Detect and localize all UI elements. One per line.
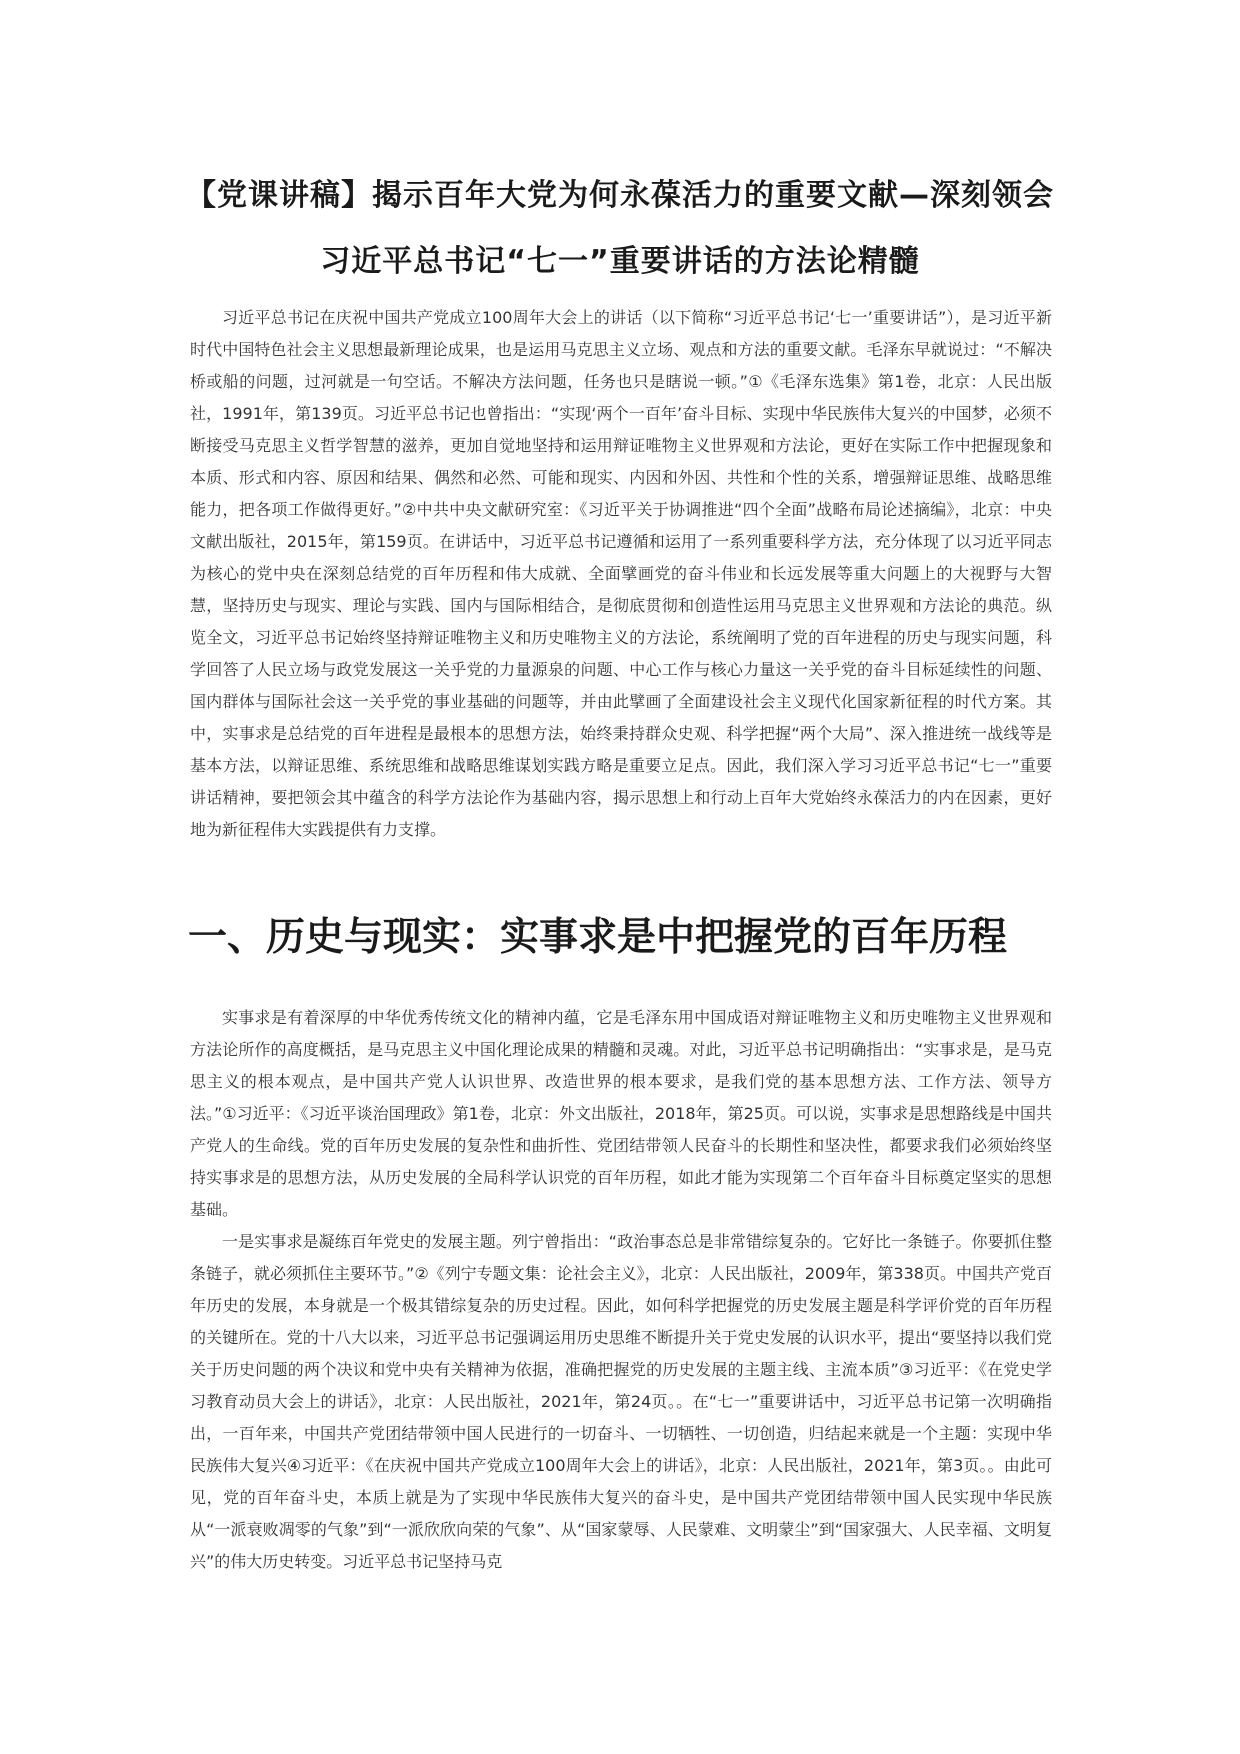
- document-title-line-1: 【党课讲稿】揭示百年大党为何永葆活力的重要文献—深刻领会: [186, 178, 1054, 213]
- document-title-line-2: 习近平总书记“七一”重要讲话的方法论精髓: [320, 244, 920, 279]
- intro-paragraph: 习近平总书记在庆祝中国共产党成立100周年大会上的讲话（以下简称“习近平总书记‘七一’重要讲话”），是习近平新时代中国特色社会主义思想最新理论成果，也是运用马克思主义立场、观点和方法的重要文献。毛泽东早就说过：“不解决桥或船的问题，过河就是一句空话。不解决方法问题，任务也只是瞎说一顿。”①《毛泽东选集》第1卷，北京：人民出版社，1991年，第139页。习近平总书记也曾指出：“实现‘两个一百年’奋斗目标、实现中华民族伟大复兴的中国梦，必须不断接受马克思主义哲学智慧的滋养，更加自觉地坚持和运用辩证唯物主义世界观和方法论，更好在实际工作中把握现象和本质、形式和内容、原因和结果、偶然和必然、可能和现实、内因和外因、共性和个性的关系，增强辩证思维、战略思维能力，把各项工作做得更好。”②中共中央文献研究室：《习近平关于协调推进“四个全面”战略布局论述摘编》，北京：中央文献出版社，2015年，第159页。在讲话中，习近平总书记遵循和运用了一系列重要科学方法，充分体现了以习近平同志为核心的党中央在深刻总结党的百年历程和伟大成就、全面擘画党的奋斗伟业和长远发展等重大问题上的大视野与大智慧，坚持历史与现实、理论与实践、国内与国际相结合，是彻底贯彻和创造性运用马克思主义世界观和方法论的典范。纵览全文，习近平总书记始终坚持辩证唯物主义和历史唯物主义的方法论，系统阐明了党的百年进程的历史与现实问题，科学回答了人民立场与政党发展这一关乎党的力量源泉的问题、中心工作与核心力量这一关乎党的奋斗目标延续性的问题、国内群体与国际社会这一关乎党的事业基础的问题等，并由此擘画了全面建设社会主义现代化国家新征程的时代方案。其中，实事求是总结党的百年进程是最根本的思想方法，始终秉持群众史观、科学把握“两个大局”、深入推进统一战线等是基本方法，以辩证思维、系统思维和战略思维谋划实践方略是重要立足点。因此，我们深入学习习近平总书记“七一”重要讲话精神，要把领会其中蕴含的科学方法论作为基础内容，揭示思想上和行动上百年大党始终永葆活力的内在因素，更好地为新征程伟大实践提供有力支撑。: [190, 308, 1052, 839]
- section1-paragraph-1: 实事求是有着深厚的中华优秀传统文化的精神内蕴，它是毛泽东用中国成语对辩证唯物主义和历史唯物主义世界观和方法论所作的高度概括，是马克思主义中国化理论成果的精髓和灵魂。对此，习近平总书记明确指出：“实事求是，是马克思主义的根本观点，是中国共产党人认识世界、改造世界的根本要求，是我们党的基本思想方法、工作方法、领导方法。”①习近平：《习近平谈治国理政》第1卷，北京：外文出版社，2018年，第25页。可以说，实事求是思想路线是中国共产党人的生命线。党的百年历史发展的复杂性和曲折性、党团结带领人民奋斗的长期性和坚决性，都要求我们必须始终坚持实事求是的思想方法，从历史发展的全局科学认识党的百年历程，如此才能为实现第二个百年奋斗目标奠定坚实的思想基础。: [190, 1008, 1052, 1219]
- section-heading-1: 一、历史与现实：实事求是中把握党的百年历程: [188, 914, 1008, 960]
- section1-paragraph-2: 一是实事求是凝练百年党史的发展主题。列宁曾指出：“政治事态总是非常错综复杂的。它好比一条链子。你要抓住整条链子，就必须抓住主要环节。”②《列宁专题文集：论社会主义》，北京：人民出版社，2009年，第338页。中国共产党百年历史的发展，本身就是一个极其错综复杂的历史过程。因此，如何科学把握党的历史发展主题是科学评价党的百年历程的关键所在。党的十八大以来，习近平总书记强调运用历史思维不断提升关于党史发展的认识水平，提出“要坚持以我们党关于历史问题的两个决议和党中央有关精神为依据，准确把握党的历史发展的主题主线、主流本质”③习近平：《在党史学习教育动员大会上的讲话》，北京：人民出版社，2021年，第24页。。在“七一”重要讲话中，习近平总书记第一次明确指出，一百年来，中国共产党团结带领中国人民进行的一切奋斗、一切牺牲、一切创造，归结起来就是一个主题：实现中华民族伟大复兴④习近平：《在庆祝中国共产党成立100周年大会上的讲话》，北京：人民出版社，2021年，第3页。。由此可见，党的百年奋斗史，本质上就是为了实现中华民族伟大复兴的奋斗史，是中国共产党团结带领中国人民实现中华民族从“一派衰败凋零的气象”到“一派欣欣向荣的气象”、从“国家蒙辱、人民蒙难、文明蒙尘”到“国家强大、人民幸福、文明复兴”的伟大历史转变。习近平总书记坚持马克: [190, 1232, 1052, 1571]
